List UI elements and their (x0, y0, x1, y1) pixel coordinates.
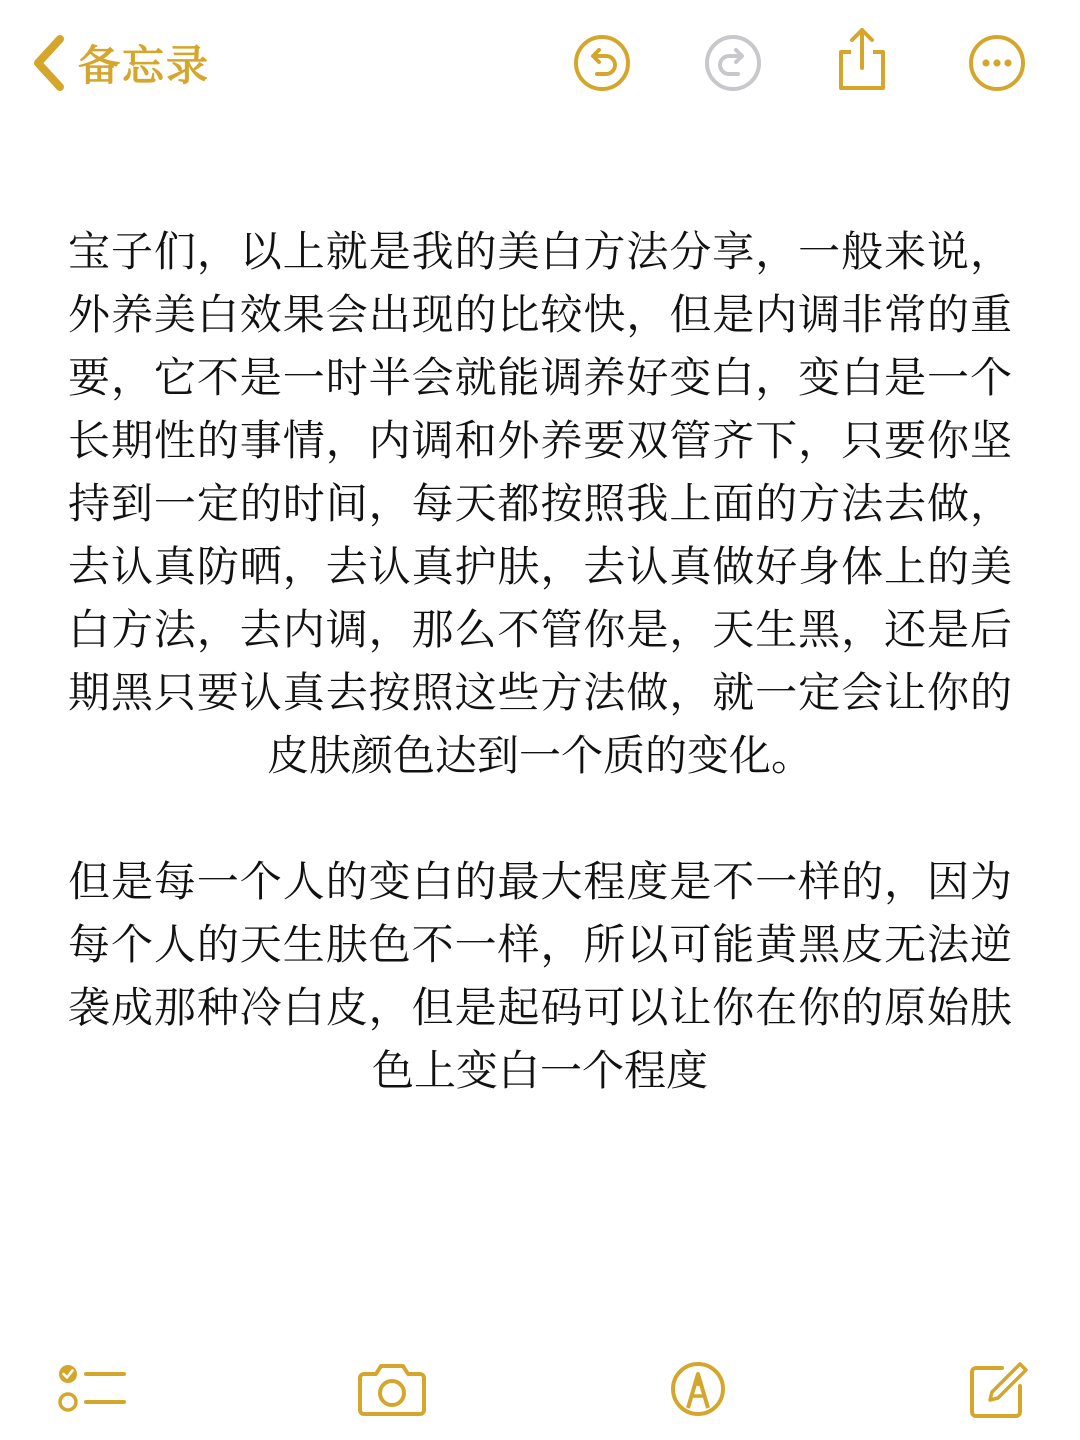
checklist-icon (56, 1358, 128, 1420)
camera-button[interactable] (356, 1358, 428, 1420)
more-button[interactable] (966, 32, 1028, 94)
markup-pen-icon (662, 1358, 734, 1420)
camera-icon (356, 1358, 428, 1420)
redo-button[interactable] (702, 32, 764, 94)
note-body[interactable] (68, 220, 1012, 1102)
checklist-button[interactable] (56, 1358, 128, 1420)
compose-button[interactable] (962, 1358, 1034, 1420)
chevron-left-icon (26, 31, 70, 95)
note-paragraph-1[interactable]: 宝子们，以上就是我的美白方法分享，一般来说，外养美白效果会出现的比较快，但是内调非常的重要，它不是一时半会就能调养好变白，变白是一个长期性的事情，内调和外养要双管齐下，只要你坚持到一定的时间，每天都按照我上面的方法去做，去认真防晒，去认真护肤，去认真做好身体上的美白方法，去内调，那么不管你是，天生黑，还是后期黑只要认真去按照这些方法做，就一定会让你的皮肤颜色达到一个质的变化。 (68, 227, 1012, 780)
share-button[interactable] (831, 24, 893, 94)
note-paragraph-2[interactable]: 但是每一个人的变白的最大程度是不一样的，因为每个人的天生肤色不一样，所以可能黄黑皮无法逆袭成那种冷白皮，但是起码可以让你在你的原始肤色上变白一个程度 (68, 857, 1012, 1095)
back-label: 备忘录 (78, 41, 211, 90)
top-toolbar (0, 0, 1080, 130)
back-button[interactable] (26, 30, 210, 96)
compose-icon (962, 1358, 1034, 1420)
redo-icon (702, 32, 764, 94)
undo-icon (571, 32, 633, 94)
markup-button[interactable] (662, 1358, 734, 1420)
bottom-toolbar (0, 1340, 1080, 1440)
undo-button[interactable] (571, 32, 633, 94)
ellipsis-circle-icon (966, 32, 1028, 94)
share-icon (831, 24, 893, 94)
